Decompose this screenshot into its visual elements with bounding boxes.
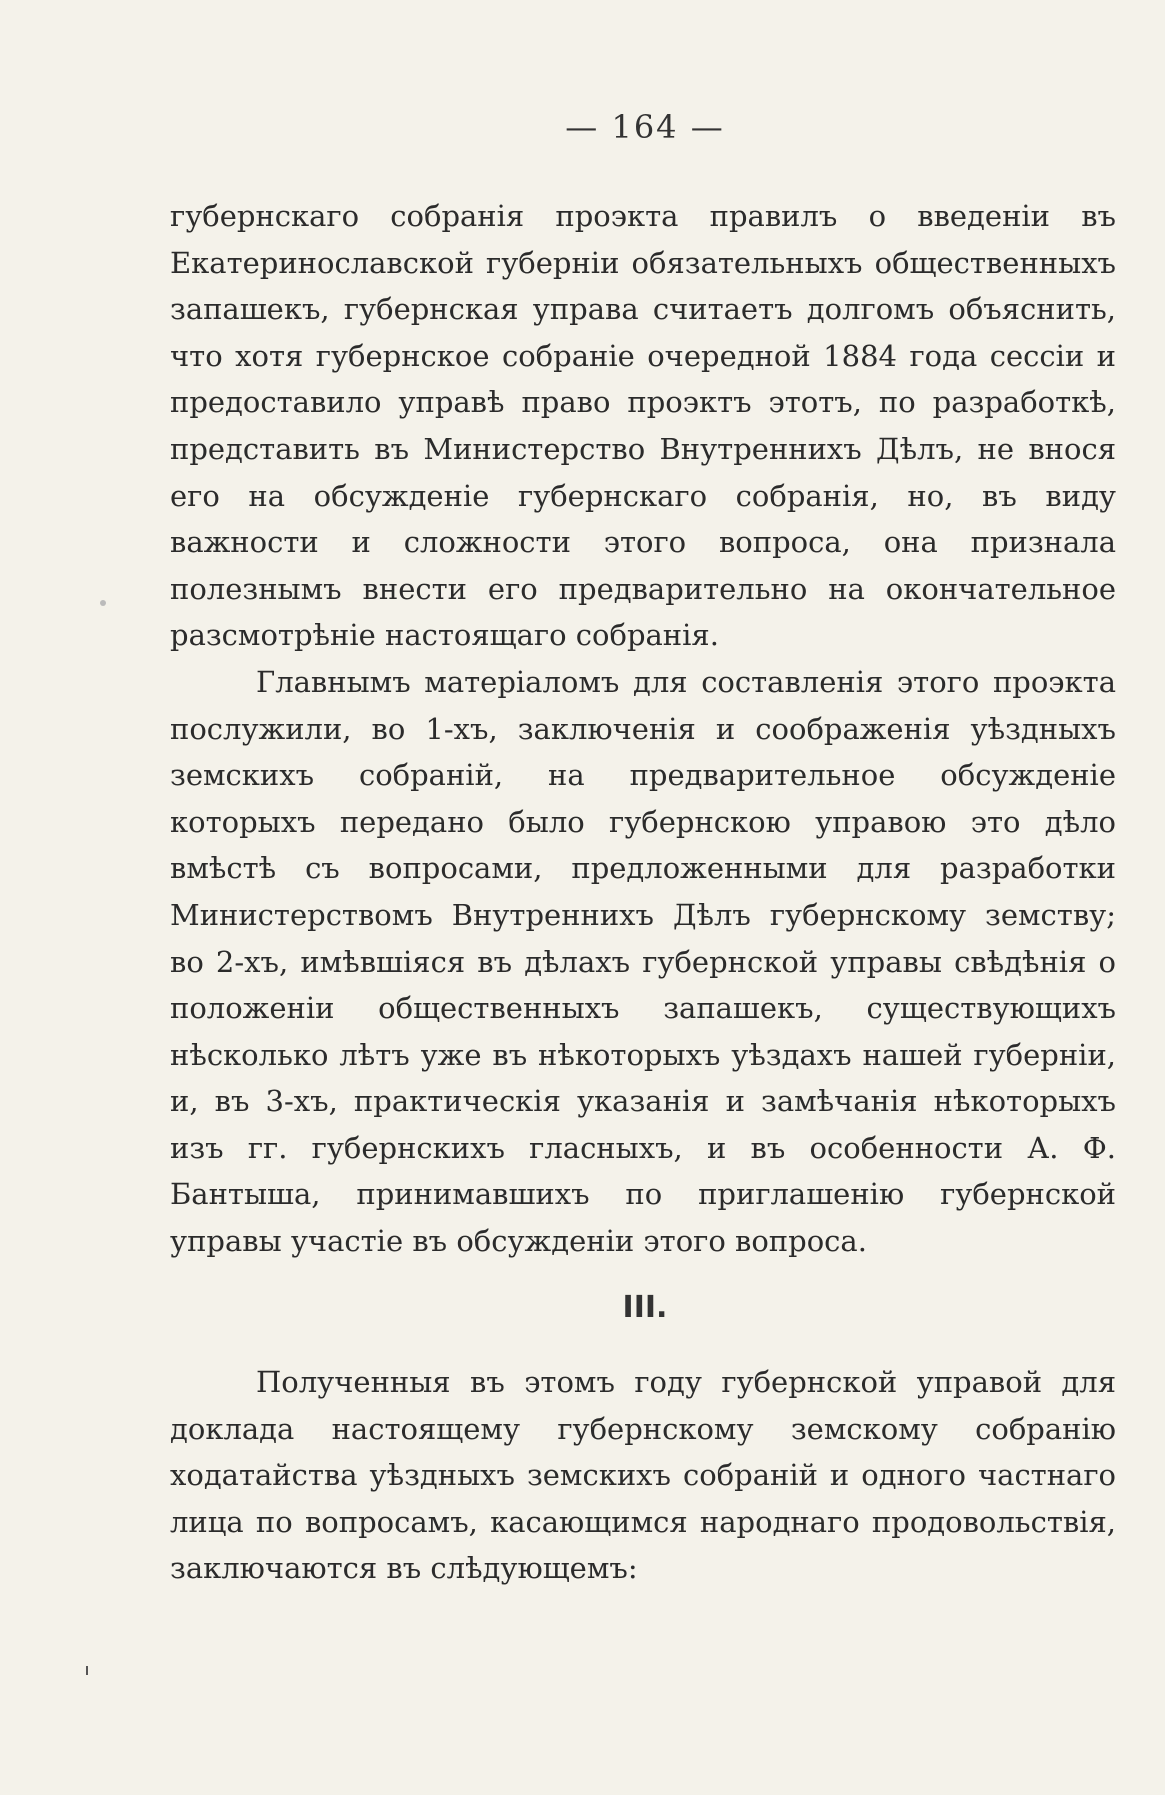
paragraph-continuation: губернскаго собранія проэкта правилъ о введеніи въ Екатеринославской губерніи обязательныхъ общественныхъ запашекъ, губернская управа считаетъ долгомъ объяснить, что хотя губернское собраніе очередной 1884 года сессіи и предоставило управѣ право проэктъ этотъ, по разработкѣ, представить въ Министерство Внутреннихъ Дѣлъ, не внося его на обсужденіе губернскаго собранія, но, въ виду важности и сложности этого вопроса, она признала полезнымъ внести его предварительно на окончательное разсмотрѣніе настоящаго собранія. bbox=[170, 199, 1116, 653]
body-text-top bbox=[170, 193, 1116, 1265]
page-number: — 164 — bbox=[565, 108, 725, 146]
page-speck bbox=[100, 600, 106, 606]
body-text-bottom bbox=[170, 1359, 1116, 1592]
paragraph-petitions: Полученныя въ этомъ году губернской управой для доклада настоящему губернскому земскому собранію ходатайства уѣздныхъ земскихъ собраній и одного частнаго лица по вопросамъ, касающимся народнаго продовольствія, заключаются въ слѣдующемъ: bbox=[170, 1365, 1116, 1586]
section-heading: III. bbox=[622, 1290, 668, 1325]
margin-mark bbox=[86, 1666, 88, 1675]
paragraph-main-materials: Главнымъ матеріаломъ для составленія этого проэкта послужили, во 1-хъ, заключенія и соображенія уѣздныхъ земскихъ собраній, на предварительное обсужденіе которыхъ передано было губернскою управою это дѣло вмѣстѣ съ вопросами, предложенными для разработки Министерствомъ Внутреннихъ Дѣлъ губернскому земству; во 2-хъ, имѣвшіяся въ дѣлахъ губернской управы свѣдѣнія о положеніи общественныхъ запашекъ, существующихъ нѣсколько лѣтъ уже въ нѣкоторыхъ уѣздахъ нашей губерніи, и, въ 3-хъ, практическія указанія и замѣчанія нѣкоторыхъ изъ гг. губернскихъ гласныхъ, и въ особенности А. Ф. Бантыша, принимавшихъ по приглашенію губернской управы участіе въ обсужденіи этого вопроса. bbox=[170, 664, 1116, 1259]
